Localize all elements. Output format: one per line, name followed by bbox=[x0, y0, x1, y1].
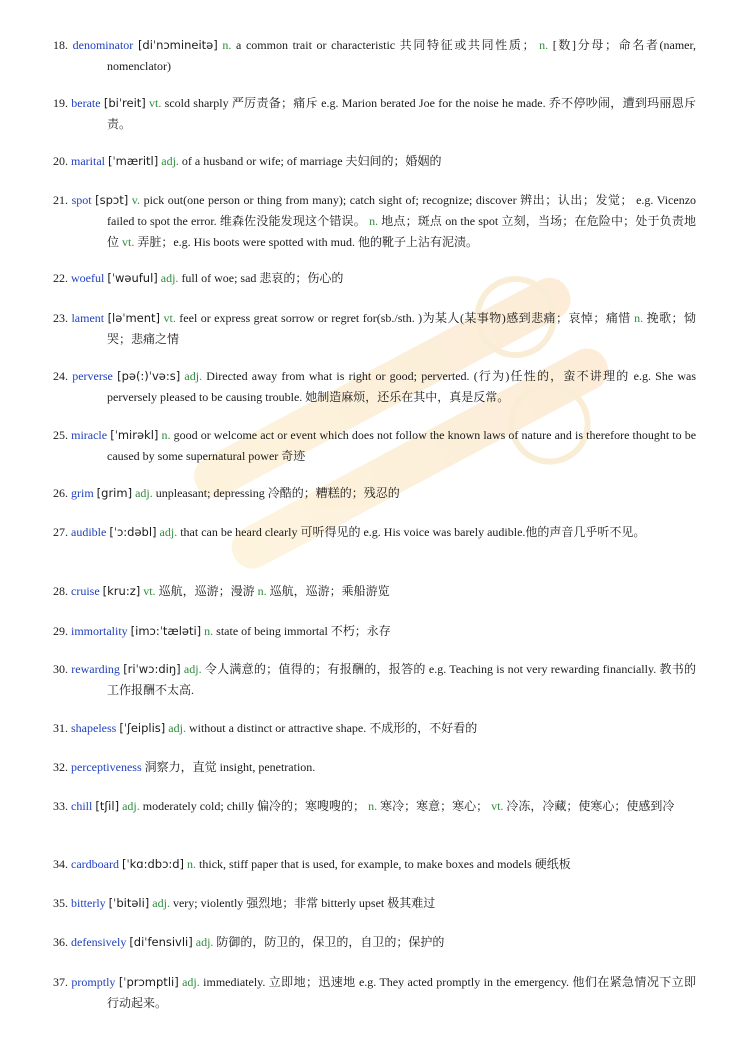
vocab-entry-24 bbox=[53, 366, 696, 408]
vocab-entry-33 bbox=[53, 796, 696, 817]
entry-number: 28. bbox=[53, 584, 68, 598]
definition: 防御的，防卫的，保卫的，自卫的；保护的 bbox=[213, 935, 445, 949]
headword: perceptiveness bbox=[71, 760, 142, 774]
headword: spot bbox=[71, 193, 92, 207]
entry-number: 34. bbox=[53, 857, 68, 871]
definition: Directed away from what is right or good; perverted. (行为)任性的，蛮不讲理的 e.g. She was perversely pleased to be causing trouble. 她制造麻烦，还乐在其中，真是反常。 bbox=[107, 369, 697, 404]
definition: pick out(one person or thing from many); catch sight of; recognize; discover 辨出；认出；发觉； e.g. Vicenzo failed to spot the error. 维森佐没能发现这个错误。 bbox=[107, 193, 697, 228]
headword: lament bbox=[71, 311, 105, 325]
definition-2: 寒冷；寒意；寒心； bbox=[377, 799, 492, 813]
entry-number: 32. bbox=[53, 760, 68, 774]
part-of-speech: n. bbox=[161, 428, 171, 442]
phonetic: [ˈmirəkl] bbox=[110, 428, 159, 442]
headword: shapeless bbox=[71, 721, 117, 735]
headword: rewarding bbox=[71, 662, 120, 676]
entry-number: 36. bbox=[53, 935, 68, 949]
entry-number: 29. bbox=[53, 624, 68, 638]
headword: immortality bbox=[71, 624, 128, 638]
part-of-speech: adj. bbox=[184, 369, 203, 383]
vocab-entry-19 bbox=[53, 93, 696, 135]
headword: audible bbox=[71, 525, 107, 539]
part-of-speech: adj. bbox=[152, 896, 170, 910]
part-of-speech: adj. bbox=[159, 525, 178, 539]
definition: full of woe; sad 悲哀的；伤心的 bbox=[178, 271, 344, 285]
part-of-speech-2: n. bbox=[369, 214, 379, 228]
headword: denominator bbox=[72, 38, 134, 52]
phonetic: [ˈwəuful] bbox=[107, 271, 158, 285]
part-of-speech: adj. bbox=[160, 271, 179, 285]
phonetic: [kru:z] bbox=[102, 584, 141, 598]
headword: woeful bbox=[71, 271, 105, 285]
definition: 洞察力，直觉 insight, penetration. bbox=[141, 760, 316, 774]
part-of-speech: v. bbox=[131, 193, 141, 207]
headword: berate bbox=[71, 96, 101, 110]
part-of-speech: n. bbox=[187, 857, 197, 871]
vocab-entry-18 bbox=[53, 35, 696, 77]
part-of-speech: adj. bbox=[183, 662, 202, 676]
definition-3: 弄脏；e.g. His boots were spotted with mud. 他的靴子上沾有泥渍。 bbox=[134, 235, 479, 249]
headword: miracle bbox=[71, 428, 108, 442]
definition: moderately cold; chilly 偏冷的；寒嗖嗖的； bbox=[139, 799, 369, 813]
phonetic: [diˈfensivli] bbox=[129, 935, 193, 949]
entry-number: 22. bbox=[53, 271, 68, 285]
part-of-speech: adj. bbox=[122, 799, 140, 813]
definition-2: 地点；斑点 on the spot 立刻，当场；在危险中；处于负责地位 bbox=[107, 214, 697, 249]
part-of-speech-2: n. bbox=[257, 584, 267, 598]
definition: feel or express great sorrow or regret for(sb./sth. )为某人(某事物)感到悲痛；哀悼；痛惜 bbox=[175, 311, 635, 325]
headword: cruise bbox=[71, 584, 100, 598]
definition: 巡航，巡游；漫游 bbox=[155, 584, 258, 598]
definition-2: 巡航，巡游；乘船游览 bbox=[266, 584, 390, 598]
definition: of a husband or wife; of marriage 夫妇间的；婚姻的 bbox=[178, 154, 442, 168]
vocab-entry-22 bbox=[53, 268, 696, 289]
part-of-speech-2: n. bbox=[539, 38, 549, 52]
headword: cardboard bbox=[71, 857, 119, 871]
entry-number: 27. bbox=[53, 525, 68, 539]
entry-number: 19. bbox=[53, 96, 68, 110]
vocab-entry-21 bbox=[53, 190, 696, 253]
headword: bitterly bbox=[71, 896, 106, 910]
phonetic: [imɔ:ˈtæləti] bbox=[130, 624, 202, 638]
phonetic: [ˈɔ:dəbl] bbox=[109, 525, 157, 539]
definition-2: 挽歌；恸哭；悲痛之情 bbox=[107, 311, 696, 346]
phonetic: [diˈnɔmineitə] bbox=[137, 38, 218, 52]
vocab-entry-25 bbox=[53, 425, 696, 467]
phonetic: [ˈbitəli] bbox=[108, 896, 150, 910]
vocab-entry-29 bbox=[53, 621, 696, 642]
vocab-entry-26 bbox=[53, 483, 696, 504]
headword: promptly bbox=[71, 975, 116, 989]
phonetic: [ˈʃeiplis] bbox=[119, 721, 166, 735]
part-of-speech: adj. bbox=[161, 154, 179, 168]
part-of-speech: n. bbox=[204, 624, 214, 638]
headword: chill bbox=[71, 799, 93, 813]
vocab-entry-28 bbox=[53, 581, 696, 602]
phonetic: [spɔt] bbox=[95, 193, 129, 207]
definition: state of being immortal 不朽；永存 bbox=[213, 624, 391, 638]
phonetic: [grim] bbox=[96, 486, 133, 500]
vocab-entry-35 bbox=[53, 893, 696, 914]
headword: marital bbox=[71, 154, 105, 168]
part-of-speech: adj. bbox=[168, 721, 186, 735]
definition: good or welcome act or event which does not follow the known laws of nature and is therefore thought to be caused by some supernatural power 奇迹 bbox=[107, 428, 697, 463]
entry-number: 31. bbox=[53, 721, 68, 735]
part-of-speech: adj. bbox=[182, 975, 200, 989]
part-of-speech: adj. bbox=[195, 935, 214, 949]
phonetic: [ˈprɔmptli] bbox=[118, 975, 179, 989]
headword: perverse bbox=[72, 369, 113, 383]
definition: without a distinct or attractive shape. 不成形的，不好看的 bbox=[185, 721, 478, 735]
phonetic: [ˈkɑ:dbɔ:d] bbox=[121, 857, 185, 871]
phonetic: [tʃil] bbox=[95, 799, 120, 813]
entry-number: 18. bbox=[53, 38, 68, 52]
headword: grim bbox=[71, 486, 94, 500]
vocab-entry-20 bbox=[53, 151, 696, 172]
entry-number: 25. bbox=[53, 428, 68, 442]
part-of-speech-2: n. bbox=[634, 311, 644, 325]
entry-number: 23. bbox=[53, 311, 68, 325]
definition-3: 冷冻，冷藏；使寒心；使感到冷 bbox=[503, 799, 675, 813]
entry-number: 35. bbox=[53, 896, 68, 910]
entry-number: 26. bbox=[53, 486, 68, 500]
entry-number: 37. bbox=[53, 975, 68, 989]
part-of-speech-3: vt. bbox=[122, 235, 135, 249]
entry-number: 20. bbox=[53, 154, 68, 168]
vocab-entry-34 bbox=[53, 854, 696, 875]
definition: immediately. 立即地；迅速地 e.g. They acted promptly in the emergency. 他们在紧急情况下立即行动起来。 bbox=[107, 975, 697, 1010]
definition: that can be heard clearly 可听得见的 e.g. His voice was barely audible.他的声音几乎听不见。 bbox=[177, 525, 646, 539]
vocab-entry-32 bbox=[53, 757, 696, 778]
vocab-entry-37 bbox=[53, 972, 696, 1014]
definition: a common trait or characteristic 共同特征或共同性质； bbox=[231, 38, 540, 52]
phonetic: [ˈmæritl] bbox=[107, 154, 159, 168]
vocab-entry-23 bbox=[53, 308, 696, 350]
definition: unpleasant; depressing 冷酷的；糟糕的；残忍的 bbox=[152, 486, 400, 500]
part-of-speech-2: n. bbox=[368, 799, 378, 813]
vocab-entry-27 bbox=[53, 522, 696, 543]
entry-number: 33. bbox=[53, 799, 68, 813]
entry-number: 30. bbox=[53, 662, 68, 676]
definition: 令人满意的；值得的；有报酬的，报答的 e.g. Teaching is not very rewarding financially. 教书的工作报酬不太高. bbox=[107, 662, 696, 697]
vocab-entry-30 bbox=[53, 659, 696, 701]
entry-number: 21. bbox=[53, 193, 68, 207]
phonetic: [riˈwɔ:diŋ] bbox=[123, 662, 181, 676]
phonetic: [biˈreit] bbox=[103, 96, 146, 110]
phonetic: [pə(:)ˈvə:s] bbox=[117, 369, 181, 383]
part-of-speech: vt. bbox=[143, 584, 156, 598]
definition: scold sharply 严厉责备；痛斥 e.g. Marion berated Joe for the noise he made. 乔不停吵闹，遭到玛丽恩斥责。 bbox=[107, 96, 696, 131]
part-of-speech: n. bbox=[222, 38, 232, 52]
part-of-speech: vt. bbox=[163, 311, 176, 325]
definition: thick, stiff paper that is used, for example, to make boxes and models 硬纸板 bbox=[196, 857, 571, 871]
entry-number: 24. bbox=[53, 369, 68, 383]
phonetic: [ləˈment] bbox=[107, 311, 161, 325]
part-of-speech: vt. bbox=[149, 96, 162, 110]
headword: defensively bbox=[71, 935, 127, 949]
part-of-speech: adj. bbox=[135, 486, 153, 500]
definition-2: [数]分母；命名者(namer, nomenclator) bbox=[107, 38, 696, 73]
definition: very; violently 强烈地；非常 bitterly upset 极其难过 bbox=[169, 896, 436, 910]
vocab-entry-31 bbox=[53, 718, 696, 739]
part-of-speech-3: vt. bbox=[491, 799, 504, 813]
vocab-entry-36 bbox=[53, 932, 696, 953]
